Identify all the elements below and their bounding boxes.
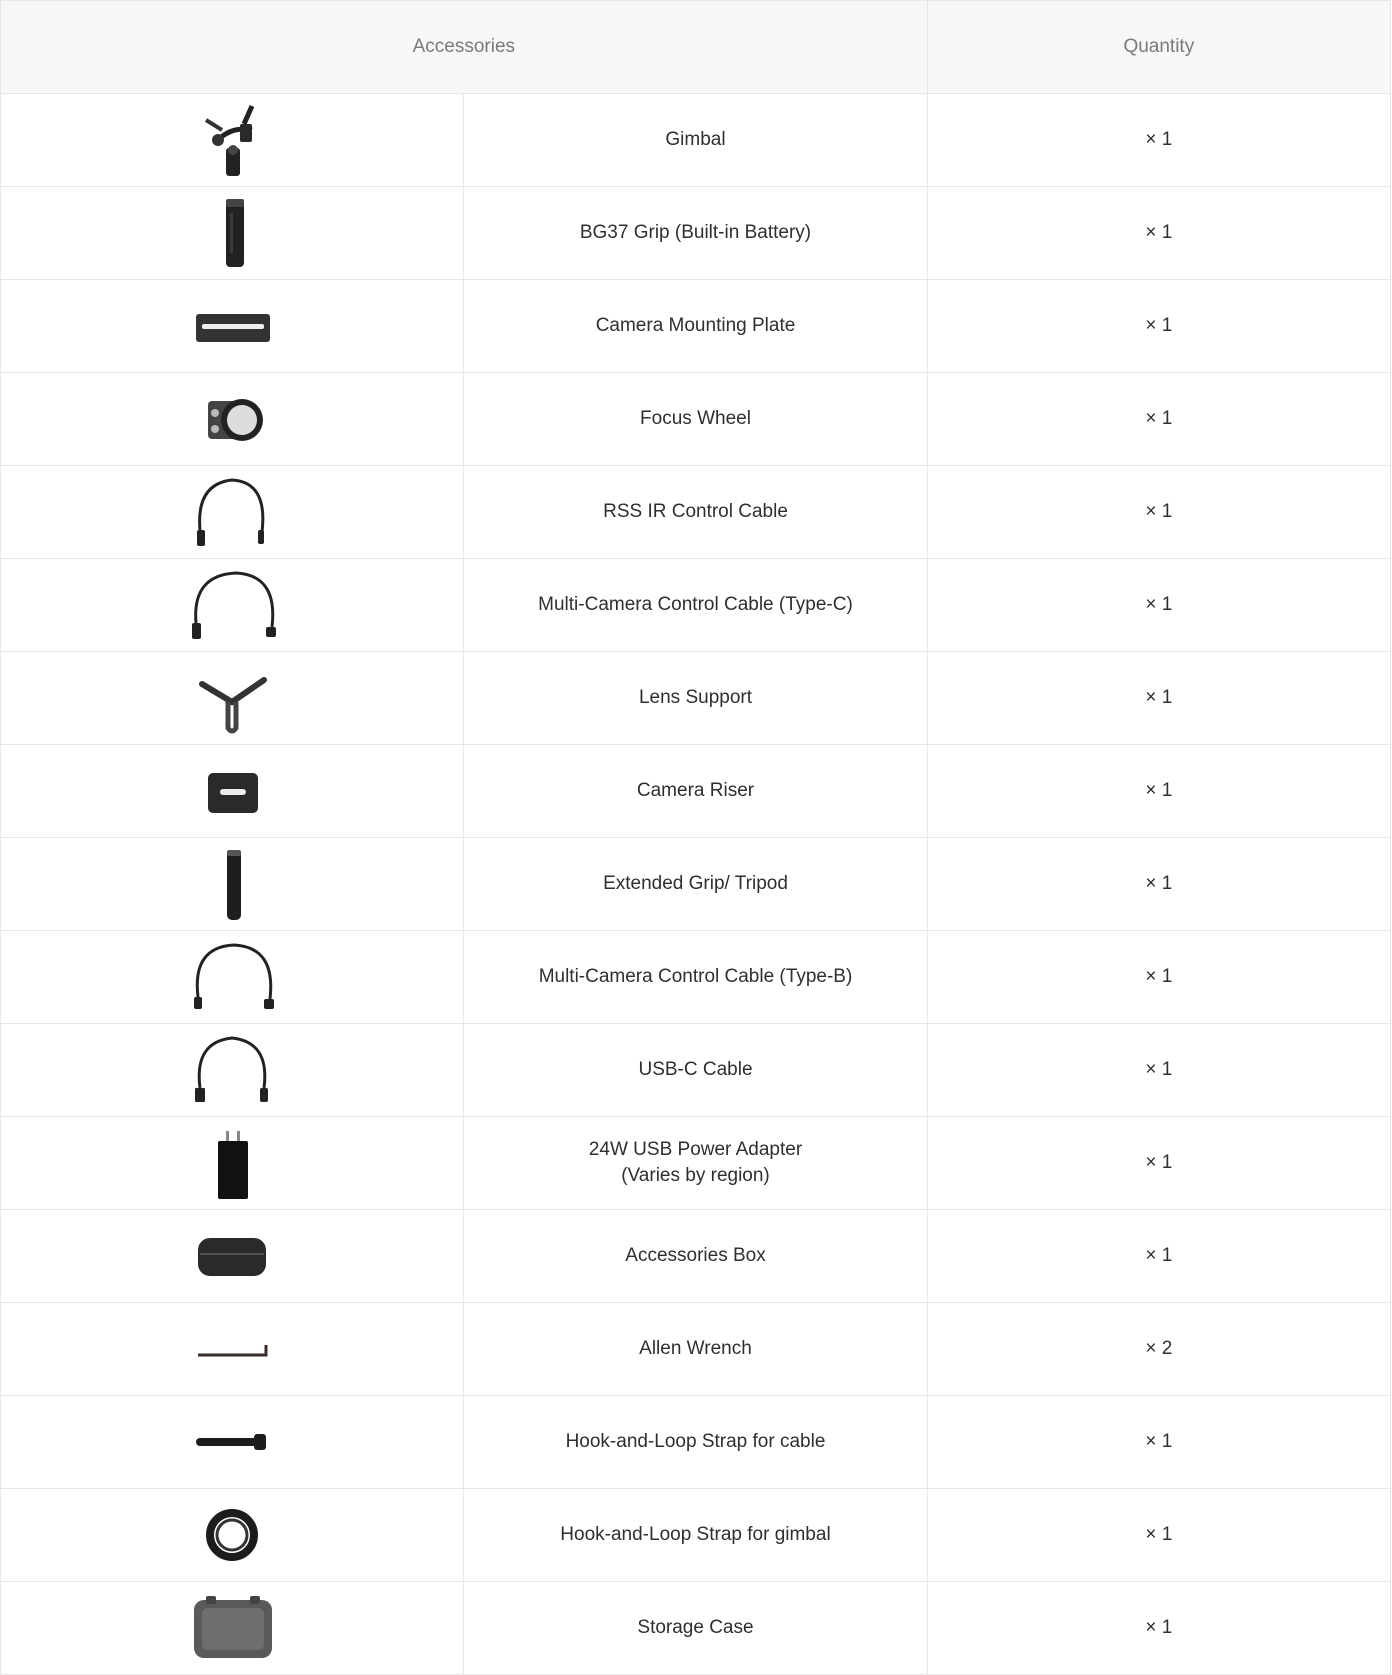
allen-wrench-icon — [182, 1309, 282, 1389]
table-row — [1, 1303, 1391, 1396]
accessory-quantity: × 1 — [927, 1210, 1390, 1303]
accessory-quantity: × 1 — [927, 1489, 1390, 1582]
thumbnail-cell — [1, 1303, 464, 1396]
table-row — [1, 745, 1391, 838]
accessory-name: Accessories Box — [464, 1210, 927, 1303]
thumbnail-cell — [1, 1396, 464, 1489]
accessory-name: RSS IR Control Cable — [464, 466, 927, 559]
accessory-name: Hook-and-Loop Strap for gimbal — [464, 1489, 927, 1582]
table-row — [1, 931, 1391, 1024]
accessory-name: USB-C Cable — [464, 1024, 927, 1117]
table-row — [1, 1210, 1391, 1303]
battery-grip-icon — [182, 193, 282, 273]
thumbnail-cell — [1, 94, 464, 187]
thumbnail-cell — [1, 373, 464, 466]
accessory-quantity: × 1 — [927, 280, 1390, 373]
accessory-quantity: × 1 — [927, 652, 1390, 745]
accessory-quantity: × 1 — [927, 1117, 1390, 1210]
accessory-name: Extended Grip/ Tripod — [464, 838, 927, 931]
accessory-name: BG37 Grip (Built-in Battery) — [464, 187, 927, 280]
table-row — [1, 559, 1391, 652]
accessory-name: Multi-Camera Control Cable (Type-B) — [464, 931, 927, 1024]
type-b-cable-icon — [182, 937, 282, 1017]
accessory-name: Storage Case — [464, 1582, 927, 1675]
thumbnail-cell — [1, 1582, 464, 1675]
gimbal-icon — [182, 100, 282, 180]
quantity-header: Quantity — [927, 1, 1390, 94]
accessory-quantity: × 1 — [927, 187, 1390, 280]
thumbnail-cell — [1, 931, 464, 1024]
accessory-name: Multi-Camera Control Cable (Type-C) — [464, 559, 927, 652]
accessory-quantity: × 1 — [927, 745, 1390, 838]
type-c-cable-icon — [182, 565, 282, 645]
accessory-quantity: × 1 — [927, 373, 1390, 466]
accessory-name: Camera Mounting Plate — [464, 280, 927, 373]
tripod-icon — [182, 844, 282, 924]
accessory-name: Focus Wheel — [464, 373, 927, 466]
accessory-name: Gimbal — [464, 94, 927, 187]
lens-support-icon — [182, 658, 282, 738]
table-row — [1, 1489, 1391, 1582]
table-row — [1, 280, 1391, 373]
accessory-name: 24W USB Power Adapter (Varies by region) — [464, 1117, 927, 1210]
accessory-quantity: × 1 — [927, 559, 1390, 652]
accessory-name: Camera Riser — [464, 745, 927, 838]
camera-riser-icon — [182, 751, 282, 831]
thumbnail-cell — [1, 1024, 464, 1117]
thumbnail-cell — [1, 1489, 464, 1582]
accessory-name: Allen Wrench — [464, 1303, 927, 1396]
accessory-name: Lens Support — [464, 652, 927, 745]
cable-strap-icon — [182, 1402, 282, 1482]
thumbnail-cell — [1, 559, 464, 652]
accessory-quantity: × 2 — [927, 1303, 1390, 1396]
table-row — [1, 373, 1391, 466]
gimbal-strap-icon — [182, 1495, 282, 1575]
thumbnail-cell — [1, 1117, 464, 1210]
thumbnail-cell — [1, 466, 464, 559]
table-row — [1, 466, 1391, 559]
accessory-quantity: × 1 — [927, 1396, 1390, 1489]
accessory-quantity: × 1 — [927, 1582, 1390, 1675]
power-adapter-icon — [182, 1123, 282, 1203]
usb-c-cable-icon — [182, 1030, 282, 1110]
thumbnail-cell — [1, 187, 464, 280]
table-row — [1, 652, 1391, 745]
table-row — [1, 94, 1391, 187]
thumbnail-cell — [1, 745, 464, 838]
accessory-quantity: × 1 — [927, 94, 1390, 187]
table-row — [1, 1024, 1391, 1117]
table-row — [1, 1396, 1391, 1489]
focus-wheel-icon — [182, 379, 282, 459]
accessory-quantity: × 1 — [927, 466, 1390, 559]
accessory-name: Hook-and-Loop Strap for cable — [464, 1396, 927, 1489]
thumbnail-cell — [1, 652, 464, 745]
accessory-quantity: × 1 — [927, 838, 1390, 931]
ir-cable-icon — [182, 472, 282, 552]
accessory-quantity: × 1 — [927, 931, 1390, 1024]
thumbnail-cell — [1, 1210, 464, 1303]
storage-case-icon — [182, 1588, 282, 1668]
table-row — [1, 838, 1391, 931]
table-row — [1, 1582, 1391, 1675]
thumbnail-cell — [1, 280, 464, 373]
accessories-box-icon — [182, 1216, 282, 1296]
accessories-header: Accessories — [1, 1, 928, 94]
table-row — [1, 187, 1391, 280]
thumbnail-cell — [1, 838, 464, 931]
table-header-row — [1, 1, 1391, 94]
accessory-quantity: × 1 — [927, 1024, 1390, 1117]
mounting-plate-icon — [182, 286, 282, 366]
table-row — [1, 1117, 1391, 1210]
